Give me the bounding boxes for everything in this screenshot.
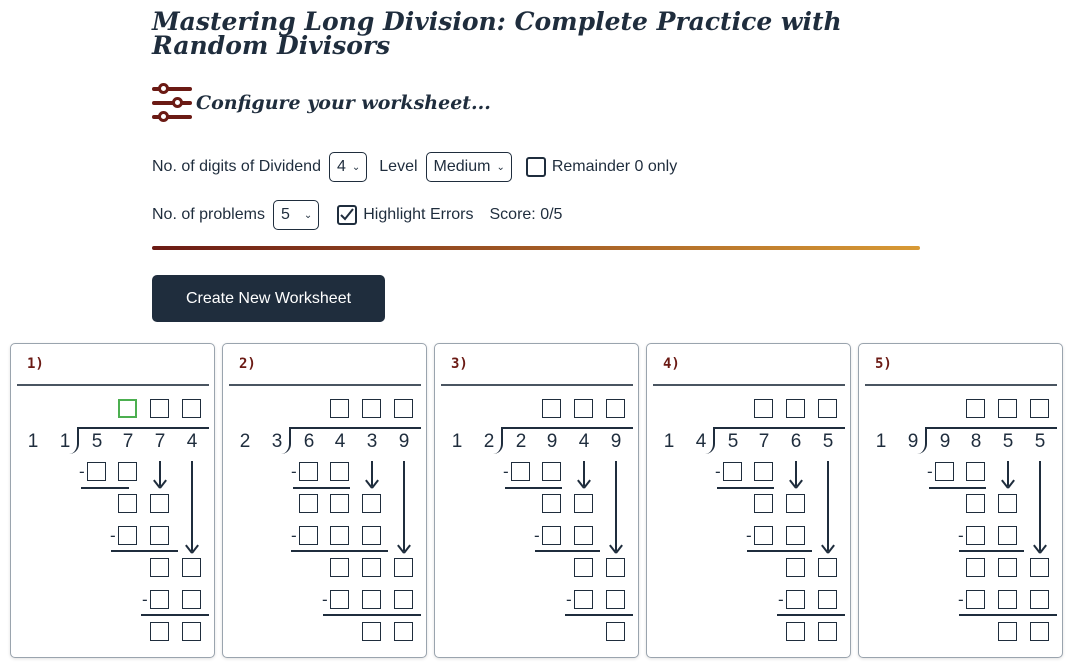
minus-sign: - [958, 590, 964, 609]
card-rule [653, 384, 845, 386]
remainder-checkbox[interactable] [526, 157, 546, 177]
dividend-digit: 6 [790, 431, 802, 452]
minus-sign: - [322, 590, 328, 609]
arrow-down-icon [159, 461, 161, 486]
minus-sign: - [534, 526, 540, 545]
arrow-down-icon [1007, 461, 1009, 486]
dividend-digit: 5 [91, 431, 103, 452]
answer-box[interactable] [606, 558, 625, 577]
divisor-digit: 1 [875, 431, 887, 452]
problem-number: 3) [451, 356, 468, 372]
arrow-down-icon [795, 461, 797, 486]
subtraction-line [141, 614, 209, 616]
arrow-down-icon [371, 461, 373, 486]
answer-box[interactable] [786, 526, 805, 545]
highlight-errors-label[interactable]: Highlight Errors [363, 206, 474, 223]
level-select[interactable] [426, 152, 512, 182]
answer-box[interactable] [182, 399, 201, 418]
answer-box[interactable] [542, 494, 561, 513]
answer-box[interactable] [362, 526, 381, 545]
answer-box[interactable] [966, 494, 985, 513]
answer-box[interactable] [574, 558, 593, 577]
division-bracket [281, 428, 291, 454]
answer-box[interactable] [574, 494, 593, 513]
answer-box[interactable] [966, 462, 985, 481]
answer-box[interactable] [150, 526, 169, 545]
answer-box[interactable] [118, 526, 137, 545]
dividend-digit: 7 [154, 431, 166, 452]
answer-box[interactable] [754, 399, 773, 418]
minus-sign: - [715, 462, 721, 481]
chevron-down-icon: ⌄ [303, 209, 313, 221]
subtraction-line [535, 550, 600, 552]
answer-box[interactable] [966, 590, 985, 609]
answer-box[interactable] [818, 590, 837, 609]
answer-box[interactable] [935, 462, 954, 481]
arrow-down-icon [827, 461, 829, 551]
minus-sign: - [746, 526, 752, 545]
division-bracket [69, 428, 79, 454]
answer-box[interactable] [299, 494, 318, 513]
answer-box[interactable] [150, 558, 169, 577]
answer-box[interactable] [723, 462, 742, 481]
answer-box[interactable] [118, 462, 137, 481]
answer-box[interactable] [394, 399, 413, 418]
answer-box[interactable] [182, 558, 201, 577]
dividend-digit: 9 [939, 431, 951, 452]
configure-label: Configure your worksheet... [196, 92, 491, 114]
chevron-down-icon: ⌄ [496, 161, 505, 173]
dividend-digit: 3 [366, 431, 378, 452]
division-line [925, 427, 1057, 429]
problem-number: 4) [663, 356, 680, 372]
answer-box[interactable] [966, 526, 985, 545]
answer-box[interactable] [998, 558, 1017, 577]
answer-box[interactable] [998, 399, 1017, 418]
minus-sign: - [778, 590, 784, 609]
divisor-digit: 2 [239, 431, 251, 452]
answer-box[interactable] [606, 622, 625, 641]
page-title: Mastering Long Division: Complete Practice with Random Divisors [152, 7, 842, 60]
digits-select[interactable] [329, 152, 367, 182]
subtraction-line [293, 487, 350, 489]
answer-box[interactable] [330, 590, 349, 609]
subtraction-line [777, 614, 845, 616]
answer-box[interactable] [998, 494, 1017, 513]
answer-box[interactable] [574, 526, 593, 545]
minus-sign: - [110, 526, 116, 545]
answer-box[interactable] [786, 622, 805, 641]
dividend-digit: 7 [122, 431, 134, 452]
answer-box[interactable] [118, 399, 137, 418]
problem-card [646, 343, 851, 658]
answer-box[interactable] [362, 590, 381, 609]
config-row-1 [152, 152, 677, 182]
answer-box[interactable] [150, 494, 169, 513]
division-bracket [917, 428, 927, 454]
subtraction-line [959, 550, 1024, 552]
subtraction-line [323, 614, 421, 616]
answer-box[interactable] [966, 558, 985, 577]
dividend-digit: 5 [822, 431, 834, 452]
answer-box[interactable] [786, 494, 805, 513]
dividend-digit: 9 [610, 431, 622, 452]
divisor-digit: 2 [483, 431, 495, 452]
answer-box[interactable] [182, 622, 201, 641]
division-line [713, 427, 845, 429]
answer-box[interactable] [966, 399, 985, 418]
create-worksheet-button[interactable]: Create New Worksheet [152, 275, 385, 322]
level-value: Medium [433, 158, 491, 175]
dividend-digit: 4 [334, 431, 346, 452]
answer-box[interactable] [150, 399, 169, 418]
card-rule [865, 384, 1057, 386]
answer-box[interactable] [574, 590, 593, 609]
answer-box[interactable] [574, 399, 593, 418]
division-bracket [705, 428, 715, 454]
arrow-down-icon [191, 461, 193, 551]
dividend-digit: 7 [758, 431, 770, 452]
answer-box[interactable] [998, 526, 1017, 545]
arrow-down-icon [1039, 461, 1041, 551]
problem-number: 5) [875, 356, 892, 372]
divisor-digit: 3 [271, 431, 283, 452]
dividend-digit: 8 [970, 431, 982, 452]
answer-box[interactable] [330, 399, 349, 418]
answer-box[interactable] [118, 494, 137, 513]
answer-box[interactable] [542, 462, 561, 481]
subtraction-line [959, 614, 1057, 616]
minus-sign: - [927, 462, 933, 481]
problem-card [858, 343, 1063, 658]
minus-sign: - [566, 590, 572, 609]
answer-box[interactable] [182, 590, 201, 609]
answer-box[interactable] [299, 526, 318, 545]
answer-box[interactable] [299, 462, 318, 481]
answer-box[interactable] [1030, 590, 1049, 609]
division-line [289, 427, 421, 429]
answer-box[interactable] [818, 622, 837, 641]
minus-sign: - [291, 462, 297, 481]
minus-sign: - [142, 590, 148, 609]
answer-box[interactable] [754, 526, 773, 545]
answer-box[interactable] [511, 462, 530, 481]
dividend-digit: 4 [186, 431, 198, 452]
dividend-digit: 2 [515, 431, 527, 452]
answer-box[interactable] [362, 622, 381, 641]
digits-value: 4 [336, 158, 346, 175]
problems-value: 5 [280, 206, 290, 223]
answer-box[interactable] [150, 590, 169, 609]
card-rule [441, 384, 633, 386]
card-rule [17, 384, 209, 386]
answer-box[interactable] [330, 558, 349, 577]
problems-select[interactable] [273, 200, 319, 230]
arrow-down-icon [615, 461, 617, 551]
subtraction-line [717, 487, 774, 489]
dividend-digit: 5 [727, 431, 739, 452]
minus-sign: - [958, 526, 964, 545]
dividend-digit: 9 [546, 431, 558, 452]
divisor-digit: 1 [27, 431, 39, 452]
answer-box[interactable] [786, 590, 805, 609]
highlight-errors-checkbox[interactable] [337, 205, 357, 225]
division-bracket [493, 428, 503, 454]
subtraction-line [747, 550, 812, 552]
divisor-digit: 4 [695, 431, 707, 452]
subtraction-line [111, 550, 178, 552]
dividend-digit: 9 [398, 431, 410, 452]
answer-box[interactable] [1030, 399, 1049, 418]
answer-box[interactable] [330, 462, 349, 481]
divisor-digit: 1 [59, 431, 71, 452]
problem-number: 2) [239, 356, 256, 372]
answer-box[interactable] [394, 558, 413, 577]
answer-box[interactable] [754, 494, 773, 513]
arrow-down-icon [583, 461, 585, 486]
answer-box[interactable] [998, 622, 1017, 641]
section-divider [152, 246, 920, 250]
card-rule [229, 384, 421, 386]
divisor-digit: 1 [451, 431, 463, 452]
problem-card [434, 343, 639, 658]
problems-label: No. of problems [152, 206, 265, 223]
problem-card [10, 343, 215, 658]
answer-box[interactable] [362, 399, 381, 418]
answer-box[interactable] [606, 399, 625, 418]
answer-box[interactable] [542, 399, 561, 418]
answer-box[interactable] [362, 494, 381, 513]
problem-number: 1) [27, 356, 44, 372]
answer-box[interactable] [998, 590, 1017, 609]
dividend-digit: 6 [303, 431, 315, 452]
problem-card [222, 343, 427, 658]
subtraction-line [81, 487, 129, 489]
answer-box[interactable] [754, 462, 773, 481]
subtraction-line [291, 550, 388, 552]
divisor-digit: 9 [907, 431, 919, 452]
minus-sign: - [79, 462, 85, 481]
division-line [501, 427, 633, 429]
answer-box[interactable] [542, 526, 561, 545]
score-text: Score: 0/5 [489, 206, 563, 223]
arrow-down-icon [403, 461, 405, 551]
answer-box[interactable] [786, 399, 805, 418]
answer-box[interactable] [786, 558, 805, 577]
answer-box[interactable] [330, 526, 349, 545]
answer-box[interactable] [1030, 622, 1049, 641]
subtraction-line [929, 487, 986, 489]
minus-sign: - [503, 462, 509, 481]
answer-box[interactable] [87, 462, 106, 481]
answer-box[interactable] [606, 590, 625, 609]
divisor-digit: 1 [663, 431, 675, 452]
dividend-digit: 5 [1002, 431, 1014, 452]
answer-box[interactable] [394, 590, 413, 609]
minus-sign: - [291, 526, 297, 545]
answer-box[interactable] [818, 558, 837, 577]
subtraction-line [505, 487, 562, 489]
subtraction-line [565, 614, 633, 616]
configure-section [152, 84, 491, 122]
digits-label: No. of digits of Dividend [152, 158, 321, 175]
answer-box[interactable] [362, 558, 381, 577]
checkmark-icon [339, 207, 355, 223]
config-row-2 [152, 200, 562, 230]
chevron-down-icon: ⌄ [351, 161, 361, 173]
answer-box[interactable] [1030, 558, 1049, 577]
dividend-digit: 5 [1034, 431, 1046, 452]
division-line [77, 427, 209, 429]
answer-box[interactable] [394, 622, 413, 641]
sliders-icon [152, 84, 192, 122]
dividend-digit: 4 [578, 431, 590, 452]
answer-box[interactable] [150, 622, 169, 641]
remainder-label[interactable]: Remainder 0 only [551, 158, 678, 175]
answer-box[interactable] [818, 399, 837, 418]
level-label: Level [379, 158, 418, 175]
answer-box[interactable] [330, 494, 349, 513]
